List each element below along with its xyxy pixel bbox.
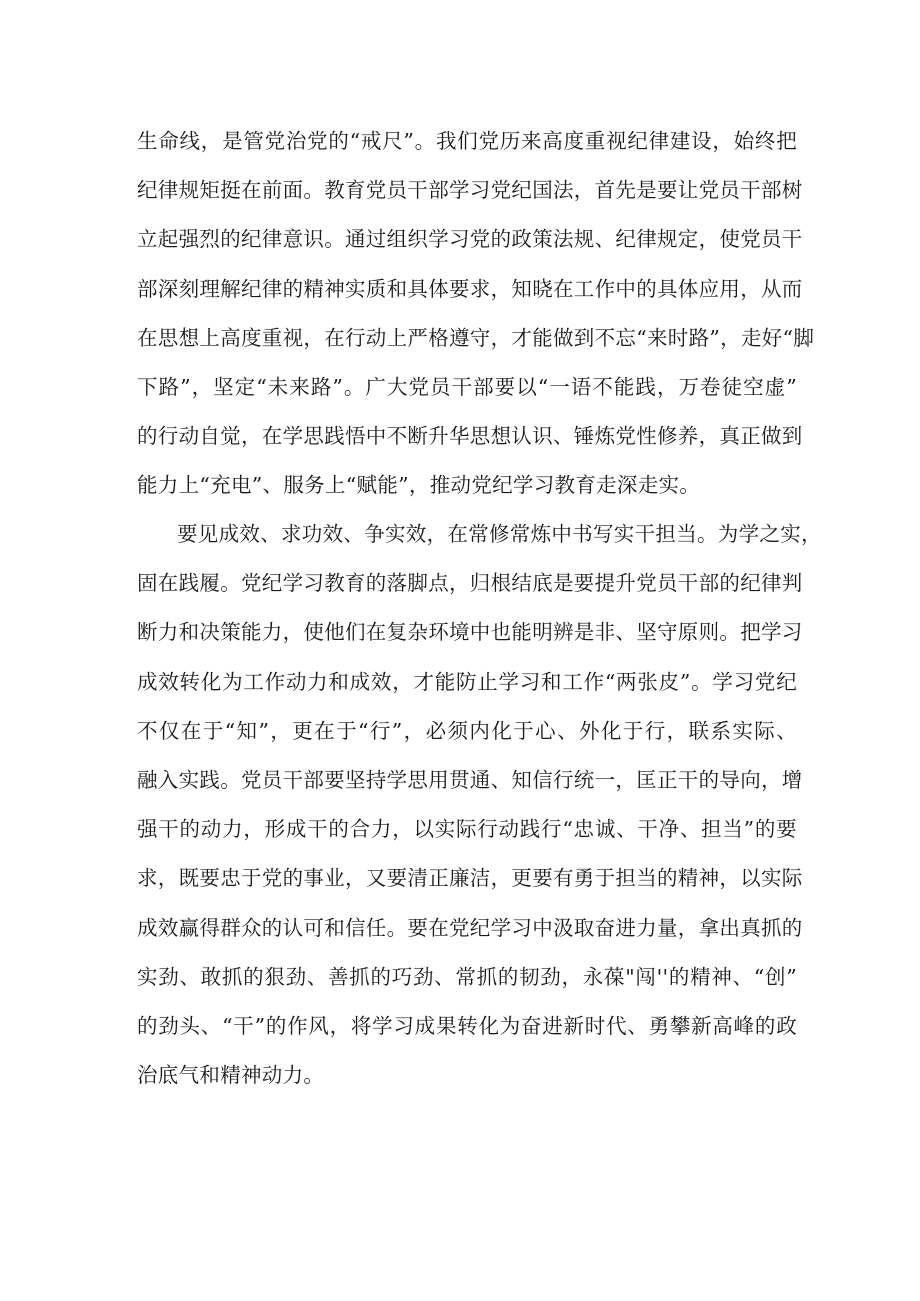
paragraph-line: 强干的动力，形成干的合力，以实际行动践行“忠诚、干净、担当”的要 [137, 817, 797, 842]
paragraph-line: 固在践履。党纪学习教育的落脚点，归根结底是要提升党员干部的纪律判 [137, 571, 803, 596]
paragraph-line: 立起强烈的纪律意识。通过组织学习党的政策法规、纪律规定，使党员干 [137, 227, 803, 252]
paragraph-line: 的劲头、“干”的作风，将学习成果转化为奋进新时代、勇攀新高峰的政 [137, 1013, 797, 1038]
paragraph-line: 部深刻理解纪律的精神实质和具体要求，知晓在工作中的具体应用，从而 [137, 276, 803, 301]
paragraph-2 [137, 510, 822, 1100]
paragraph-line: 实劲、敢抓的狠劲、善抓的巧劲、常抓的韧劲，永葆"闯''的精神、“创” [137, 964, 797, 989]
paragraph-line: 不仅在于“知”，更在于“行”，必须内化于心、外化于行，联系实际、 [137, 718, 797, 743]
paragraph-line: 断力和决策能力，使他们在复杂环境中也能明辨是非、坚守原则。把学习 [137, 620, 803, 645]
paragraph-line: 融入实践。党员干部要坚持学思用贯通、知信行统一，匡正干的导向，增 [137, 767, 803, 792]
paragraph-line: 的行动自觉，在学思践悟中不断升华思想认识、锤炼党性修养，真正做到 [137, 424, 803, 449]
paragraph-line: 能力上“充电”、服务上“赋能”，推动党纪学习教育走深走实。 [137, 473, 701, 498]
paragraph-line: 成效赢得群众的认可和信任。要在党纪学习中汲取奋进力量，拿出真抓的 [137, 915, 803, 940]
paragraph-line: 要见成效、求功效、争实效，在常修常炼中书写实干担当。为学之实， [177, 522, 822, 546]
paragraph-line: 求，既要忠于党的事业，又要清正廉洁，更要有勇于担当的精神，以实际 [137, 866, 803, 891]
paragraph-line: 治底气和精神动力。 [137, 1063, 325, 1088]
paragraph-line: 下路”，坚定“未来路”。广大党员干部要以“一语不能践，万卷徒空虚” [137, 374, 797, 399]
paragraph-line: 成效转化为工作动力和成效，才能防止学习和工作“两张皮”。学习党纪 [137, 669, 797, 694]
paragraph-1 [137, 117, 815, 511]
paragraph-line: 生命线，是管党治党的“戒尺”。我们党历来高度重视纪律建设，始终把 [137, 129, 797, 153]
paragraph-line: 纪律规矩挺在前面。教育党员干部学习党纪国法，首先是要让党员干部树 [137, 178, 803, 203]
paragraph-line: 在思想上高度重视，在行动上严格遵守，才能做到不忘“来时路”，走好“脚 [137, 325, 815, 350]
